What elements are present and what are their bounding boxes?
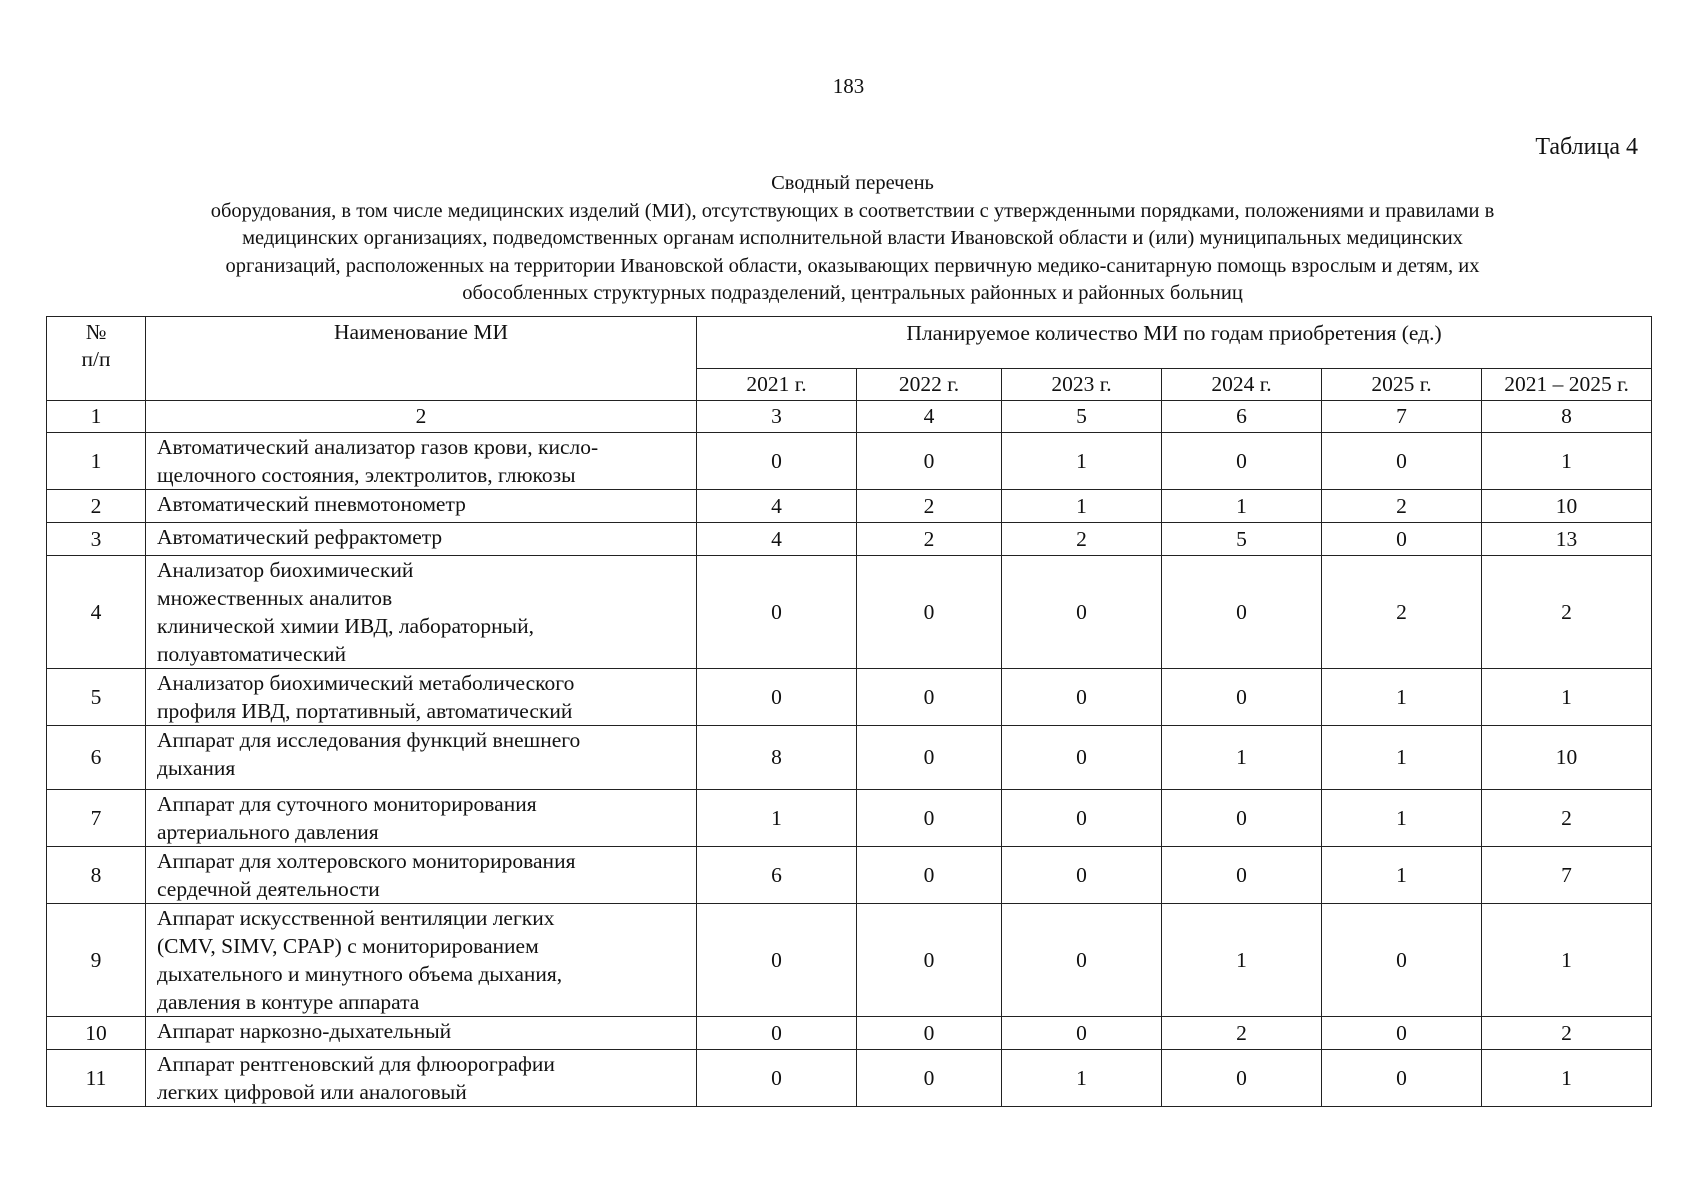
qty-total: 1 <box>1482 1050 1652 1107</box>
item-name-line: щелочного состояния, электролитов, глюкозы <box>157 463 576 487</box>
item-name-line: легких цифровой или аналоговый <box>157 1080 467 1104</box>
row-number: 7 <box>47 790 146 847</box>
equipment-table <box>46 316 1652 1107</box>
table-row <box>47 790 1652 847</box>
header-number-symbol: № <box>85 320 107 344</box>
qty-2022: 0 <box>857 433 1002 490</box>
qty-2024: 1 <box>1162 490 1322 523</box>
qty-total: 10 <box>1482 726 1652 790</box>
table-row <box>47 669 1652 726</box>
qty-2022: 0 <box>857 1017 1002 1050</box>
item-name-line: Автоматический анализатор газов крови, кисло- <box>157 435 599 459</box>
item-name-line: дыхания <box>157 756 236 780</box>
qty-2023: 0 <box>1002 847 1162 904</box>
qty-2022: 0 <box>857 904 1002 1017</box>
qty-2022: 0 <box>857 790 1002 847</box>
qty-2023: 0 <box>1002 790 1162 847</box>
item-name <box>146 669 697 726</box>
item-name-line: Аппарат для суточного мониторирования <box>157 792 537 816</box>
item-name-line: клинической химии ИВД, лабораторный, <box>157 614 534 638</box>
caption-line: оборудования, в том числе медицинских изделий (МИ), отсутствующих в соответствии с утвержденными порядками, положениями и правилами в <box>210 199 1495 222</box>
qty-2025: 1 <box>1322 790 1482 847</box>
row-number: 5 <box>47 669 146 726</box>
qty-total: 2 <box>1482 790 1652 847</box>
row-number: 11 <box>47 1050 146 1107</box>
page-number: 183 <box>832 74 865 98</box>
qty-2025: 0 <box>1322 904 1482 1017</box>
row-number: 6 <box>47 726 146 790</box>
qty-2022: 0 <box>857 1050 1002 1107</box>
qty-2022: 0 <box>857 726 1002 790</box>
row-number: 4 <box>47 556 146 669</box>
table-row <box>47 523 1652 556</box>
qty-2024: 0 <box>1162 669 1322 726</box>
qty-2023: 0 <box>1002 1017 1162 1050</box>
item-name-line: Аппарат для холтеровского мониторирования <box>157 849 576 873</box>
column-number: 7 <box>1322 401 1482 433</box>
item-name-line: Анализатор биохимический <box>157 558 414 582</box>
qty-2021: 4 <box>697 523 857 556</box>
item-name-line: (CMV, SIMV, CPAP) с мониторированием <box>157 934 539 958</box>
qty-2021: 0 <box>697 904 857 1017</box>
qty-2021: 0 <box>697 433 857 490</box>
qty-2024: 0 <box>1162 556 1322 669</box>
caption-line: организаций, расположенных на территории Ивановской области, оказывающих первичную медико-санитарную помощь взрослым и детям, их <box>225 254 1480 277</box>
qty-2024: 5 <box>1162 523 1322 556</box>
caption-line: обособленных структурных подразделений, центральных районных и районных больниц <box>462 282 1243 304</box>
qty-total: 7 <box>1482 847 1652 904</box>
item-name-line: Автоматический рефрактометр <box>157 525 443 549</box>
table-row <box>47 1050 1652 1107</box>
qty-2023: 1 <box>1002 490 1162 523</box>
table-caption <box>60 170 1645 308</box>
item-name-line: профиля ИВД, портативный, автоматический <box>157 699 573 723</box>
item-name <box>146 433 697 490</box>
row-number: 2 <box>47 490 146 523</box>
qty-2024: 0 <box>1162 790 1322 847</box>
qty-2022: 2 <box>857 523 1002 556</box>
item-name-line: Автоматический пневмотонометр <box>157 492 466 516</box>
header-number-cell <box>47 317 146 401</box>
qty-2025: 2 <box>1322 556 1482 669</box>
table-row <box>47 433 1652 490</box>
row-number: 9 <box>47 904 146 1017</box>
qty-2023: 0 <box>1002 904 1162 1017</box>
qty-total: 1 <box>1482 433 1652 490</box>
qty-2025: 1 <box>1322 726 1482 790</box>
row-number: 10 <box>47 1017 146 1050</box>
column-number: 6 <box>1162 401 1322 433</box>
row-number: 3 <box>47 523 146 556</box>
qty-2022: 0 <box>857 669 1002 726</box>
qty-2024: 0 <box>1162 433 1322 490</box>
caption-line: медицинских организациях, подведомственных органам исполнительной власти Ивановской области и (или) муниципальных медицинских <box>242 227 1463 249</box>
qty-2022: 2 <box>857 490 1002 523</box>
qty-2021: 1 <box>697 790 857 847</box>
qty-2021: 0 <box>697 1017 857 1050</box>
qty-2022: 0 <box>857 556 1002 669</box>
item-name <box>146 847 697 904</box>
qty-total: 1 <box>1482 669 1652 726</box>
column-number: 3 <box>697 401 857 433</box>
header-year-2022: 2022 г. <box>857 369 1002 401</box>
qty-2023: 0 <box>1002 556 1162 669</box>
qty-2021: 0 <box>697 669 857 726</box>
qty-2024: 0 <box>1162 1050 1322 1107</box>
table-row <box>47 556 1652 669</box>
item-name-line: множественных аналитов <box>157 586 393 610</box>
column-number: 8 <box>1482 401 1652 433</box>
row-number: 8 <box>47 847 146 904</box>
qty-2025: 2 <box>1322 490 1482 523</box>
item-name <box>146 523 697 556</box>
qty-2023: 0 <box>1002 669 1162 726</box>
qty-2023: 2 <box>1002 523 1162 556</box>
header-number-abbr: п/п <box>81 347 111 371</box>
qty-total: 2 <box>1482 556 1652 669</box>
item-name <box>146 790 697 847</box>
item-name <box>146 556 697 669</box>
item-name-line: Аппарат искусственной вентиляции легких <box>157 906 555 930</box>
qty-total: 10 <box>1482 490 1652 523</box>
item-name-line: Аппарат для исследования функций внешнего <box>157 728 581 752</box>
qty-2021: 8 <box>697 726 857 790</box>
header-planned-cell: Планируемое количество МИ по годам приобретения (ед.) <box>697 317 1652 369</box>
table-label: Таблица 4 <box>1535 134 1638 160</box>
table-row <box>47 1017 1652 1050</box>
qty-2022: 0 <box>857 847 1002 904</box>
qty-2021: 0 <box>697 556 857 669</box>
column-number: 2 <box>146 401 697 433</box>
item-name <box>146 1017 697 1050</box>
qty-2023: 1 <box>1002 1050 1162 1107</box>
item-name <box>146 726 697 790</box>
qty-2025: 0 <box>1322 433 1482 490</box>
column-numbers-row <box>47 401 1652 433</box>
qty-total: 13 <box>1482 523 1652 556</box>
qty-2025: 0 <box>1322 1050 1482 1107</box>
column-number: 5 <box>1002 401 1162 433</box>
qty-2024: 0 <box>1162 847 1322 904</box>
qty-total: 1 <box>1482 904 1652 1017</box>
table-row <box>47 847 1652 904</box>
header-year-total: 2021 – 2025 г. <box>1482 369 1652 401</box>
qty-2025: 0 <box>1322 523 1482 556</box>
item-name-line: полуавтоматический <box>157 642 347 666</box>
header-year-2025: 2025 г. <box>1322 369 1482 401</box>
qty-2023: 1 <box>1002 433 1162 490</box>
qty-2024: 2 <box>1162 1017 1322 1050</box>
qty-2021: 6 <box>697 847 857 904</box>
qty-2023: 0 <box>1002 726 1162 790</box>
row-number: 1 <box>47 433 146 490</box>
item-name-line: дыхательного и минутного объема дыхания, <box>157 962 563 986</box>
header-year-2023: 2023 г. <box>1002 369 1162 401</box>
caption-title: Сводный перечень <box>771 172 934 194</box>
item-name <box>146 490 697 523</box>
item-name-line: Аппарат рентгеновский для флюорографии <box>157 1052 555 1076</box>
qty-2024: 1 <box>1162 726 1322 790</box>
item-name <box>146 1050 697 1107</box>
header-name-cell: Наименование МИ <box>146 317 697 401</box>
header-year-2021: 2021 г. <box>697 369 857 401</box>
column-number: 1 <box>47 401 146 433</box>
table-row <box>47 904 1652 1017</box>
column-number: 4 <box>857 401 1002 433</box>
qty-total: 2 <box>1482 1017 1652 1050</box>
item-name-line: давления в контуре аппарата <box>157 990 420 1014</box>
item-name-line: сердечной деятельности <box>157 877 380 901</box>
header-row <box>47 317 1652 369</box>
qty-2024: 1 <box>1162 904 1322 1017</box>
header-year-2024: 2024 г. <box>1162 369 1322 401</box>
qty-2021: 4 <box>697 490 857 523</box>
qty-2025: 0 <box>1322 1017 1482 1050</box>
qty-2025: 1 <box>1322 669 1482 726</box>
item-name <box>146 904 697 1017</box>
item-name-line: Анализатор биохимический метаболического <box>157 671 575 695</box>
table-row <box>47 726 1652 790</box>
qty-2025: 1 <box>1322 847 1482 904</box>
item-name-line: Аппарат наркозно-дыхательный <box>157 1019 452 1043</box>
qty-2021: 0 <box>697 1050 857 1107</box>
item-name-line: артериального давления <box>157 820 379 844</box>
table-row <box>47 490 1652 523</box>
